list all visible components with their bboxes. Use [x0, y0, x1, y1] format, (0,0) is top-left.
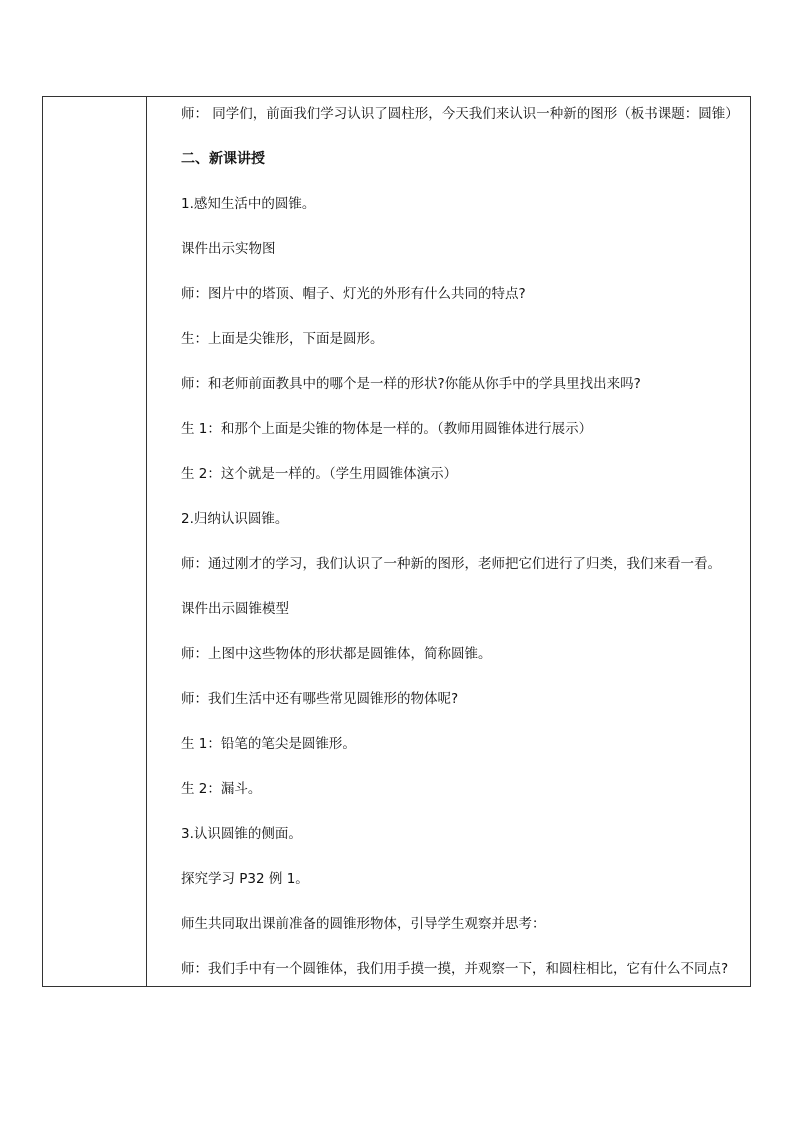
paragraph-observe-instruction: 师生共同取出课前准备的圆锥形物体，引导学生观察并思考： — [181, 916, 546, 932]
left-column-cell — [43, 97, 147, 986]
paragraph-teacher-question-3: 师：我们生活中还有哪些常见圆锥形的物体呢? — [181, 691, 459, 707]
paragraph-step-2: 2.归纳认识圆锥。 — [181, 511, 289, 527]
paragraph-teacher-summary: 师：通过刚才的学习，我们认识了一种新的图形，老师把它们进行了归类，我们来看一看。 — [181, 556, 721, 572]
paragraph-show-model: 课件出示圆锥模型 — [181, 601, 289, 617]
paragraph-student-answer-1: 生：上面是尖锥形，下面是圆形。 — [181, 331, 384, 347]
paragraph-show-pictures: 课件出示实物图 — [181, 241, 276, 257]
section-heading-new-lesson: 二、新课讲授 — [181, 151, 265, 167]
paragraph-teacher-question-4: 师：我们手中有一个圆锥体，我们用手摸一摸，并观察一下，和圆柱相比，它有什么不同点? — [181, 961, 729, 977]
lesson-table — [42, 96, 751, 987]
paragraph-teacher-question-2: 师：和老师前面教具中的哪个是一样的形状?你能从你手中的学具里找出来吗? — [181, 376, 641, 392]
paragraph-step-3: 3.认识圆锥的侧面。 — [181, 826, 302, 842]
paragraph-student-1-answer: 生 1：和那个上面是尖锥的物体是一样的。（教师用圆锥体进行展示） — [181, 421, 593, 437]
paragraph-step-1: 1.感知生活中的圆锥。 — [181, 196, 316, 212]
paragraph-explore-example: 探究学习 P32 例 1。 — [181, 871, 309, 887]
content-column-cell — [147, 97, 750, 986]
paragraph-student-1-pencil: 生 1：铅笔的笔尖是圆锥形。 — [181, 736, 356, 752]
paragraph-student-2-answer: 生 2：这个就是一样的。（学生用圆锥体演示） — [181, 466, 458, 482]
paragraph-teacher-intro: 师： 同学们，前面我们学习认识了圆柱形，今天我们来认识一种新的图形（板书课题：圆锥） — [181, 106, 739, 122]
paragraph-teacher-definition: 师：上图中这些物体的形状都是圆锥体，简称圆锥。 — [181, 646, 492, 662]
paragraph-teacher-question-1: 师：图片中的塔顶、帽子、灯光的外形有什么共同的特点? — [181, 286, 526, 302]
paragraph-student-2-funnel: 生 2：漏斗。 — [181, 781, 262, 797]
